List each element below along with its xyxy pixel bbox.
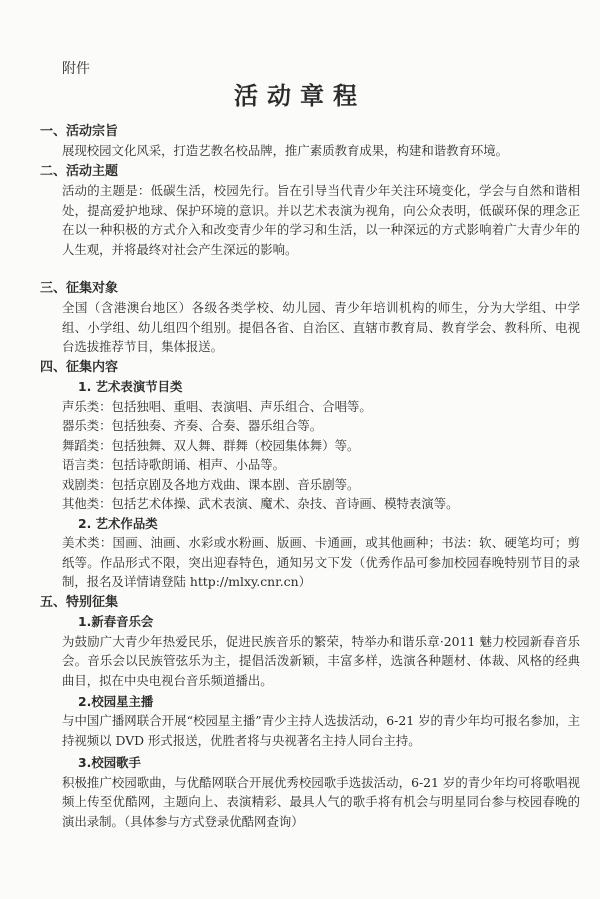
special-item-text: 与中国广播网联合开展“校园星主播”青少主持人选拔活动，6-21 岁的青少年均可报名参加，主持视频以 DVD 形式报送，优胜者将与央视著名主持人同台主持。 [62, 713, 580, 748]
category-line: 其他类：包括艺术体操、武术表演、魔术、杂技、音诗画、模特表演等。 [62, 496, 459, 511]
category-line: 器乐类：包括独奏、齐奏、合奏、器乐组合等。 [62, 418, 323, 433]
document-body [40, 122, 580, 833]
special-item-title: 2.校园星主播 [78, 693, 154, 709]
category-line: 声乐类：包括独唱、重唱、表演唱、声乐组合、合唱等。 [62, 398, 372, 414]
attachment-label: 附件 [62, 61, 90, 77]
section-heading-theme: 二、活动主题 [40, 164, 119, 179]
document-title: 活动章程 [234, 81, 366, 110]
section-paragraph: 全国（含港澳台地区）各级各类学校、幼儿园、青少年培训机构的师生，分为大学组、中学组、小学组、幼儿组四个组别。提倡各省、自治区、直辖市教育局、教育学会、教科所、电视台选拔推荐节目，集体报送。 [62, 300, 580, 354]
section-heading-purpose: 一、活动宗旨 [40, 124, 119, 139]
section-heading-categories: 四、征集内容 [40, 360, 119, 375]
category-line: 语言类：包括诗歌朗诵、相声、小品等。 [62, 457, 286, 472]
category-line: 舞蹈类：包括独舞、双人舞、群舞（校园集体舞）等。 [62, 437, 360, 453]
special-item-text: 为鼓励广大青少年热爱民乐，促进民族音乐的繁荣，特举办和谐乐章·2011 魅力校园新春音乐会。音乐会以民族管弦乐为主，提倡活泼新颖，丰富多样，选演各种题材、体裁、风格的经典曲目，拟在中央电视台音乐频道播出。 [62, 633, 580, 688]
subsection-title-artworks: 2. 艺术作品类 [78, 515, 158, 531]
special-item-text: 积极推广校园歌曲，与优酷网联合开展优秀校园歌手选拔活动，6-21 岁的青少年均可将歌唱视频上传至优酷网，主题向上、表演精彩、最具人气的歌手将有机会与明星同台参与校园春晚的演出录制。（具体参与方式登录优酷网查询） [62, 774, 580, 829]
section-heading-special: 五、特别征集 [40, 595, 119, 610]
subsection-title-performance: 1. 艺术表演节目类 [78, 379, 183, 394]
section-paragraph: 美术类：国画、油画、水彩或水粉画、版画、卡通画，或其他画种；书法：软、硬笔均可；剪纸等。作品形式不限，突出迎春特色，通知另文下发（优秀作品可参加校园春晚特别节目的录制，报名及详情请登陆 http://mlxy.cnr.cn） [62, 535, 580, 589]
category-line: 戏剧类：包括京剧及各地方戏曲、课本剧、音乐剧等。 [62, 476, 360, 492]
special-item-title: 3.校园歌手 [78, 755, 141, 770]
section-paragraph: 活动的主题是：低碳生活，校园先行。旨在引导当代青少年关注环境变化，学会与自然和谐相处，提高爱护地球、保护环境的意识。并以艺术表演为视角，向公众表明，低碳环保的理念正在以一种积极的方式介入和改变青少年的学习和生活，以一种深远的方式影响着广大青少年的人生观，并将最终对社会产生深远的影响。 [62, 183, 580, 257]
section-heading-participants: 三、征集对象 [40, 281, 119, 296]
special-item-title: 1.新春音乐会 [78, 614, 154, 629]
section-paragraph: 展现校园文化风采，打造艺教名校品牌，推广素质教育成果，构建和谐教育环境。 [62, 143, 509, 158]
